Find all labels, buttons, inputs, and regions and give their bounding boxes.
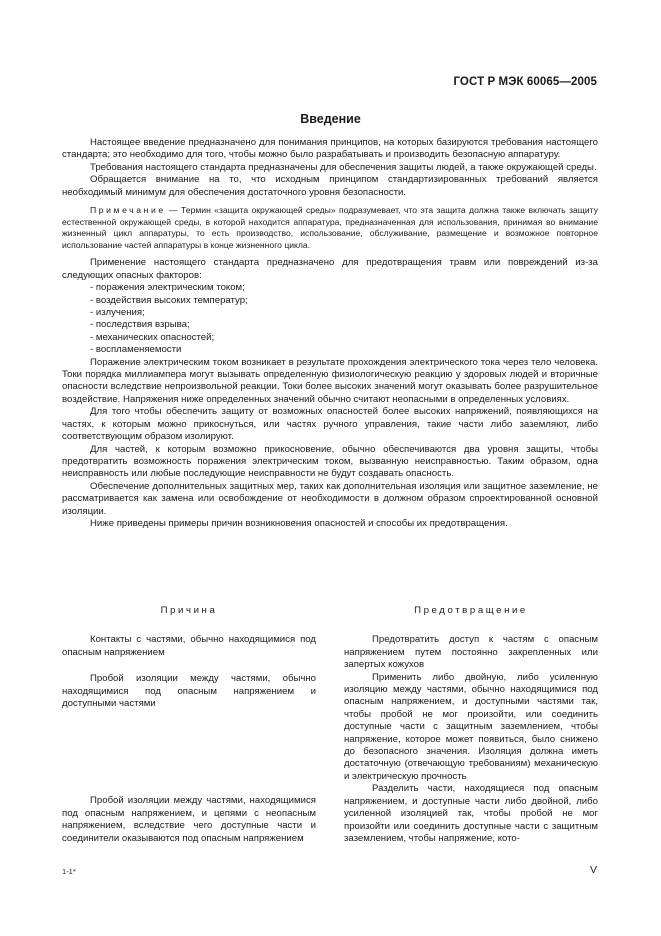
paragraph: Поражение электрическим током возникает в результате прохождения электрического тока через тело человека. Токи порядка миллиампера могут вызывать определенную физиологическую реакцию у здоровых людей и вторичные опасности вследствие непроизвольной реакции. Токи более высоких значений могут оказывать более разрушительное воздействие. Напряжения ниже определенных значений обычно считают неопасными в определенных условиях. [62,356,598,405]
prevention-item: Применить либо двойную, либо усиленную изоляцию между частями, обычно находящимися под опасным напряжением, и доступными частями так, чтобы пробой не мог произойти, или соединить доступные части с защитным заземлением, чтобы напряжение, которое может появиться, было снижено до безопасного значения. Изоляция должна иметь достаточную (отвечающую требованиям) механическую и электрическую прочность [344,671,598,782]
list-item: - излучения; [90,307,145,319]
paragraph: Настоящее введение предназначено для понимания принципов, на которых базируются требования настоящего стандарта; это необходимо для того, чтобы можно было разрабатывать и производить безопасную аппаратуру. [62,137,598,161]
paragraph: Обеспечение дополнительных защитных мер, таких как дополнительная изоляция или защитное заземление, не рассматривается как замена или освобождение от необходимости в должном образом спроектированной основной изоляции. [62,480,598,517]
list-item: - воспламеняемости [90,344,182,356]
paragraph: Ниже приведены примеры причин возникновения опасностей и способы их предотвращения. [90,517,508,529]
list-item: - механических опасностей; [90,331,215,343]
cause-prevention-table [62,605,598,845]
note-label: Примечание [90,205,166,216]
prevention-item: Предотвратить доступ к частям с опасным напряжением путем постоянно закрепленных или запертых кожухов [344,634,598,671]
page-number: V [589,864,597,876]
cause-item: Пробой изоляции между частями, находящимися под опасным напряжением, и цепями с неопасным напряжением, вследствие чего доступные части и соединители оказываются под опасным напряжением [62,795,316,844]
hazard-list [62,282,598,356]
list-item: - последствия взрыва; [90,319,190,331]
cause-item: Контакты с частями, обычно находящимися под опасным напряжением [62,634,316,658]
paragraph: Для частей, к которым возможно прикосновение, обычно обеспечиваются два уровня защиты, чтобы предотвратить возможность поражения электрическим током, вызванную неисправностью. Таким образом, одна неисправность или любые последующие неисправности не будут создавать опасность. [62,443,598,480]
standard-code: ГОСТ Р МЭК 60065—2005 [453,76,597,88]
paragraph: Применение настоящего стандарта предназначено для предотвращения травм или повреждений из-за следующих опасных факторов: [62,257,598,281]
prevention-header: Предотвращение [414,605,528,616]
section-title: Введение [300,112,361,126]
cause-column [62,605,316,845]
cause-item: Пробой изоляции между частями, обычно находящимися под опасным напряжением и доступными частями [62,673,316,710]
paragraph: Для того чтобы обеспечить защиту от возможных опасностей более высоких напряжений, появляющихся на частях, к которым можно прикоснуться, или частях ручного управления, такие части либо заземляют, либо соответствующим образом изолируют. [62,406,598,443]
note-text: — Термин «защита окружающей среды» подразумевает, что эта защита должна также включать защиту естественной окружающей среды, в которой находится аппаратура, предназначенная для использования, принимая во внимание жизненный цикл аппаратуры, то есть производство, использование, обслуживание, размещение и возможное повторное использование частей аппаратуры в конце жизненного цикла. [62,205,598,250]
list-item: - воздействия высоких температур; [90,294,248,306]
prevention-item: Разделить части, находящиеся под опасным напряжением, и доступные части либо двойной, либо усиленной изоляцией так, чтобы пробой не мог произойти или соединить доступные части с защитным заземлением, чтобы напряжение, кото- [344,783,598,844]
print-mark: 1-1* [62,867,76,876]
list-item: - поражения электрическим током; [90,282,245,294]
introduction-body [62,137,598,530]
note-paragraph [62,205,598,251]
paragraph: Требования настоящего стандарта предназначены для обеспечения защиты людей, а также окружающей среды. [90,161,597,173]
prevention-column [344,605,598,845]
cause-header: Причина [160,605,218,616]
paragraph: Обращается внимание на то, что исходным принципом стандартизированных требований является необходимый минимум для обеспечения достаточного уровня безопасности. [62,174,598,198]
